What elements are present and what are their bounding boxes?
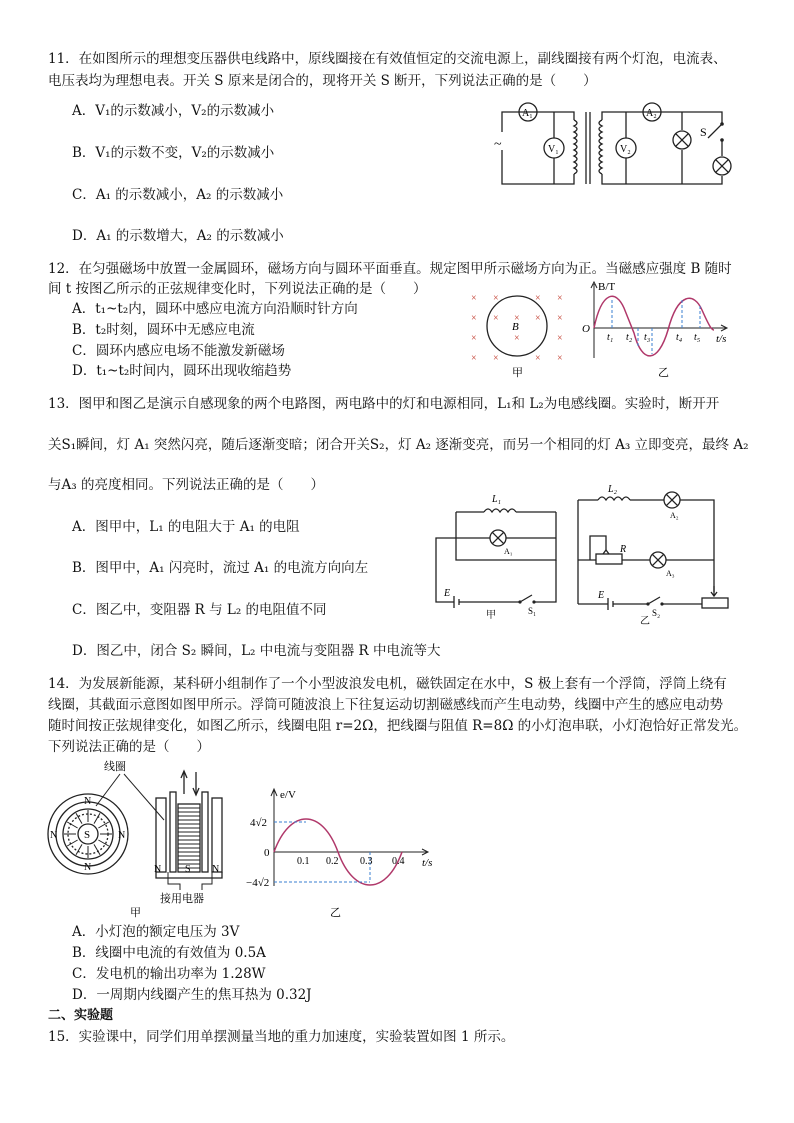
- section-2-heading: 二、实验题: [48, 1008, 114, 1023]
- field-cross-mark: ×: [514, 333, 520, 344]
- q11-a1-label: A₁: [522, 108, 533, 119]
- field-line-arrow: [67, 840, 77, 846]
- q13b-a3-label: A₃: [666, 569, 675, 578]
- q12-option-b: B．t₂时刻，圆环中无感应电流: [72, 322, 255, 338]
- q14-fig-b-label: 乙: [330, 907, 341, 919]
- q12-option-c: C．圆环内感应电场不能激发新磁场: [72, 343, 285, 359]
- q14-pole-n-left: N: [50, 830, 58, 841]
- field-cross-mark: ×: [471, 313, 477, 324]
- q13-option-c: C．图乙中，变阻器 R 与 L₂ 的电阻值不同: [72, 602, 327, 618]
- q13b-fig-label: 乙: [640, 616, 650, 627]
- field-cross-mark: ×: [535, 293, 541, 304]
- q13-option-b: B．图甲中，A₁ 闪亮时，流过 A₁ 的电流方向向左: [72, 560, 369, 576]
- field-line-arrow: [76, 813, 82, 823]
- q14-graph-ymin: −4√2: [246, 877, 270, 889]
- field-cross-mark: ×: [535, 313, 541, 324]
- q11-option-d: D．A₁ 的示数增大，A₂ 的示数减小: [72, 228, 284, 244]
- field-cross-mark: ×: [557, 293, 563, 304]
- field-cross-mark: ×: [557, 313, 563, 324]
- q13b-s2-label: S₂: [652, 608, 661, 618]
- q11-source-symbol: ~: [494, 137, 502, 152]
- field-cross-mark: ×: [557, 353, 563, 364]
- q14-stem-line3: 随时间按正弦规律变化，如图乙所示，线圈电阻 r=2Ω，把线圈与阻值 R=8Ω 的小灯泡串联，小灯泡恰好正常发光。: [48, 718, 748, 734]
- q12-tick-t1: t₁: [607, 332, 614, 343]
- q15-stem: 15．实验课中，同学们用单摆测量当地的重力加速度，实验装置如图 1 所示。: [48, 1029, 515, 1045]
- q12-graph-xlabel: t/s: [716, 333, 727, 345]
- field-cross-mark: ×: [493, 313, 499, 324]
- q14-pole-n-side-right: N: [212, 864, 220, 875]
- q11-v1-label: V₁: [548, 144, 559, 155]
- q14-coil-label: 线圈: [104, 761, 126, 773]
- q12-tick-t4: t₄: [676, 332, 683, 343]
- q14-tick-02: 0.2: [326, 856, 339, 867]
- q14-generator-figure: [44, 758, 234, 918]
- q14-stem-line2: 线圈，其截面示意图如图甲所示。浮筒可随波浪上下往复运动切割磁感线而产生电动势，线圈中产生的感应电动势: [48, 697, 723, 713]
- field-cross-mark: ×: [535, 353, 541, 364]
- q14-e-t-graph: [244, 786, 444, 920]
- q12-option-d: D．t₁~t₂时间内，圆环出现收缩趋势: [72, 363, 292, 379]
- q12-fig-b-label: 乙: [658, 367, 669, 379]
- q11-stem-line1: 11．在如图所示的理想变压器供电线路中，原线圈接在有效值恒定的交流电源上，副线圈接有两个灯泡，电流表、: [48, 51, 727, 67]
- q13-stem-line3: 与A₃ 的亮度相同。下列说法正确的是（ ）: [48, 477, 324, 493]
- q14-pole-n-right: N: [118, 830, 126, 841]
- q14-pole-n-top: N: [84, 796, 92, 807]
- q13-option-d: D．图乙中，闭合 S₂ 瞬间，L₂ 中电流与变阻器 R 中电流等大: [72, 643, 441, 659]
- q14-option-a: A．小灯泡的额定电压为 3V: [72, 924, 240, 940]
- q12-stem-line1: 12．在匀强磁场中放置一金属圆环，磁场方向与圆环平面垂直。规定图甲所示磁场方向为正。当磁感应强度 B 随时: [48, 261, 732, 277]
- q14-graph-ymax: 4√2: [250, 817, 268, 829]
- q13-stem-line1: 13．图甲和图乙是演示自感现象的两个电路图，两电路中的灯和电源相同，L₁和 L₂为电感线圈。实验时，断开开: [48, 396, 720, 412]
- q11-option-b: B．V₁的示数不变，V₂的示数减小: [72, 145, 275, 161]
- q12-b-label: B: [512, 321, 519, 333]
- q12-tick-t5: t₅: [694, 332, 701, 343]
- q11-v2-label: V₂: [620, 144, 631, 155]
- q14-pole-n-bottom: N: [84, 862, 92, 873]
- q13a-s1-label: S₁: [528, 606, 537, 616]
- q13b-r-label: R: [620, 544, 627, 555]
- field-cross-mark: ×: [493, 353, 499, 364]
- q13a-fig-label: 甲: [486, 610, 496, 621]
- q11-option-c: C．A₁ 的示数减小，A₂ 的示数减小: [72, 187, 284, 203]
- q11-option-a: A．V₁的示数减小，V₂的示数减小: [72, 103, 275, 119]
- field-cross-mark: ×: [471, 353, 477, 364]
- q14-fig-a-label: 甲: [130, 907, 141, 919]
- field-cross-mark: ×: [557, 333, 563, 344]
- q14-graph-origin: 0: [264, 847, 270, 859]
- q14-option-b: B．线圈中电流的有效值为 0.5A: [72, 945, 266, 961]
- field-cross-mark: ×: [471, 293, 477, 304]
- q11-stem-line2: 电压表均为理想电表。开关 S 原来是闭合的，现将开关 S 断开，下列说法正确的是（ ）: [48, 73, 597, 89]
- q12-graph-ylabel: B/T: [598, 281, 616, 293]
- q12-b-t-graph: [578, 278, 738, 382]
- q14-option-d: D．一周期内线圈产生的焦耳热为 0.32J: [72, 987, 312, 1003]
- q12-graph-origin: O: [582, 323, 590, 335]
- q13b-e-label: E: [598, 590, 605, 601]
- q13-option-a: A．图甲中，L₁ 的电阻大于 A₁ 的电阻: [72, 519, 300, 535]
- q14-center-s: S: [84, 829, 91, 841]
- q14-tick-01: 0.1: [297, 856, 310, 867]
- q13a-l1-label: L₁: [492, 494, 502, 505]
- q11-a2-label: A₂: [646, 108, 657, 119]
- field-cross-mark: ×: [471, 333, 477, 344]
- q12-tick-t2: t₂: [626, 332, 633, 343]
- q14-graph-ylabel: e/V: [280, 789, 296, 801]
- q14-tick-03: 0.3: [360, 856, 373, 867]
- q14-device-label: 接用电器: [160, 893, 204, 905]
- field-cross-mark: ×: [493, 293, 499, 304]
- q13b-a2-label: A₂: [670, 511, 679, 520]
- q13b-l2-label: L₂: [608, 484, 618, 495]
- q13-stem-line2: 关S₁瞬间，灯 A₁ 突然闪亮，随后逐渐变暗；闭合开关S₂，灯 A₂ 逐渐变亮，而另一个相同的灯 A₃ 立即变亮，最终 A₂: [48, 437, 749, 453]
- q12-fig-a-label: 甲: [512, 367, 523, 379]
- q13-circuit-a: [432, 490, 564, 620]
- q13a-a1-label: A₁: [504, 547, 513, 556]
- q13a-e-label: E: [444, 588, 451, 599]
- q14-pole-n-side-left: N: [154, 864, 162, 875]
- q14-stem-line4: 下列说法正确的是（ ）: [48, 739, 210, 755]
- q12-stem-line2: 间 t 按图乙所示的正弦规律变化时，下列说法正确的是（ ）: [48, 281, 427, 297]
- q14-pole-s-side: S: [185, 864, 191, 875]
- field-line-arrow: [76, 844, 82, 854]
- q14-tick-04: 0.4: [392, 856, 405, 867]
- field-line-arrow: [98, 840, 108, 846]
- q12-option-a: A．t₁~t₂内，圆环中感应电流方向沿顺时针方向: [72, 301, 358, 317]
- q14-stem-line1: 14．为发展新能源，某科研小组制作了一个小型波浪发电机，磁铁固定在水中，S 极上套有一个浮筒，浮筒上绕有: [48, 676, 727, 692]
- q12-ring-figure: [462, 290, 572, 380]
- q14-graph-xlabel: t/s: [422, 857, 433, 869]
- q11-transformer-circuit: [486, 98, 736, 190]
- q11-switch-label: S: [700, 125, 707, 139]
- q14-option-c: C．发电机的输出功率为 1.28W: [72, 966, 266, 982]
- q13-circuit-b: [572, 480, 736, 627]
- field-cross-mark: ×: [514, 313, 520, 324]
- q12-tick-t3: t₃: [644, 332, 651, 343]
